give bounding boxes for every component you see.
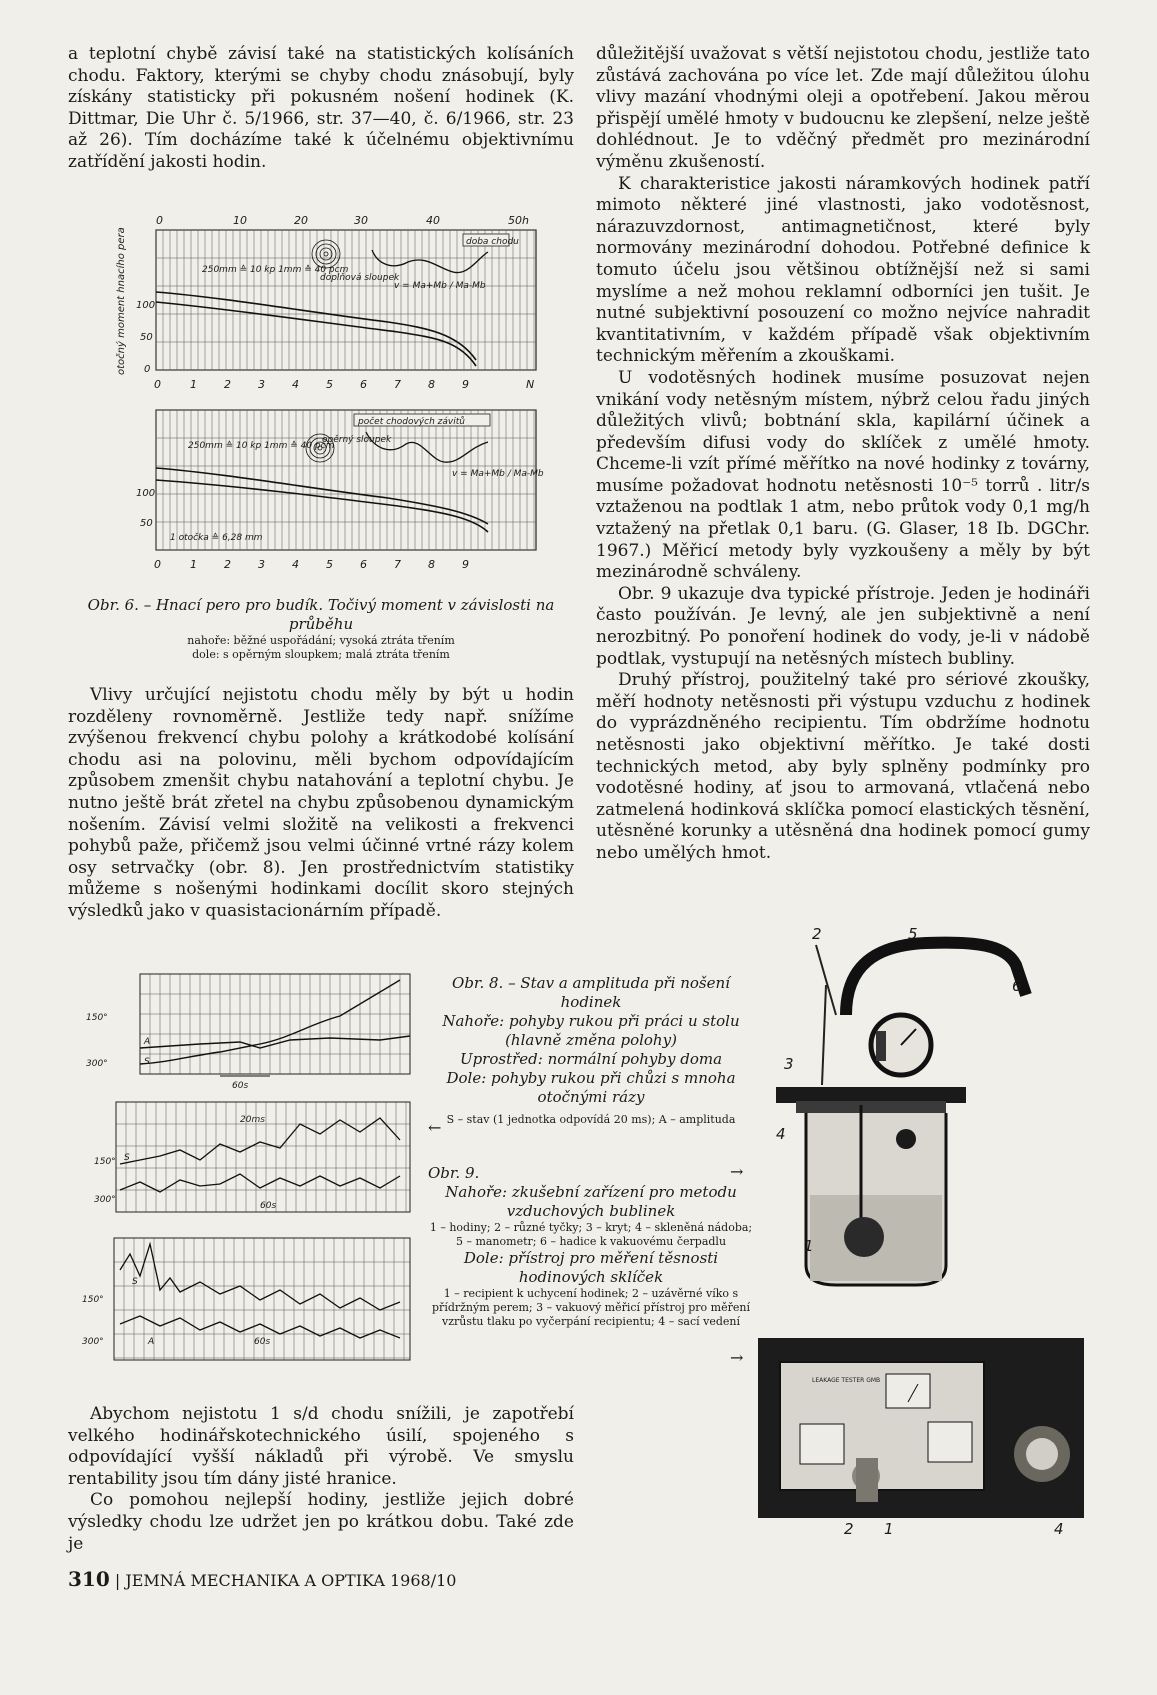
left-column-middle [68,685,574,923]
fig6-bottom-xtick: 4 [292,558,299,571]
fig9-top-label: 5 [908,925,918,943]
fig8-ytick: 150° [82,1295,104,1305]
fig6-bottom-note: 1 otočka ≙ 6,28 mm [170,533,263,543]
fig6-top-ytick: 100 [136,300,156,311]
fig6-top-btick: 3 [258,378,265,391]
fig6-top-ytick: 50 [140,332,153,343]
fig6-top-xtick: 50h [508,214,529,227]
caption-line: Nahoře: pohyby rukou při práci u stolu (hlavně změna polohy) [442,1012,740,1049]
figure-6-chart [108,210,548,582]
paragraph: a teplotní chybě závisí také na statistických kolísáních chodu. Faktory, kterými se chyby chodu znásobují, byly získány statisticky při pokusném nošení hodinek (K. Dittmar, Die Uhr č. 5/1966, str. 37—40, č. 6/1966, str. 23 až 26). Tím docházíme také k účelnému objektivnímu zatřídění jakosti hodin. [68,44,574,172]
fig8-label: S [132,1277,138,1287]
paragraph: Abychom nejistotu 1 s/d chodu snížili, je zapotřebí velkého hodinářskotechnického úsilí, spojeného s odpovídající vyšší nákladů při výrobě. Ve smyslu rentability jsou tím dány jisté hranice. [68,1404,574,1489]
fig9-top-label: 4 [776,1125,786,1143]
fig6-bottom-formula: v = Ma+Mb / Ma-Mb [452,469,544,479]
fig9-bottom-label: 1 [884,1520,894,1538]
fig6-bottom-scale: 250mm ≙ 10 kp 1mm ≙ 40 pcm [188,441,335,451]
fig8-label: A [144,1037,151,1047]
fig8-ytick: 300° [94,1195,116,1205]
figure-8-caption [428,974,754,1127]
fig6-bottom-xtick: 6 [360,558,367,571]
fig8-label: S [144,1057,150,1067]
figure-8-chart [80,964,420,1364]
caption-title: Obr. 6. – Hnací pero pro budík. Točivý moment v závislosti na průběhu [87,596,555,633]
fig9-top-label: 6 [1012,977,1022,995]
caption-small: 1 – recipient k uchycení hodinek; 2 – uzávěrné víko s přídržným perem; 3 – vakuový měřicí přístroj pro měření vzrůstu tlaku po vyčerpání recipientu; 4 – sací vedení [432,1287,750,1328]
fig6-top-xtick: 20 [294,214,308,227]
fig8-label: 60s [232,1081,249,1091]
fig9-arrow-top: → [730,1162,744,1181]
figure-8 [80,964,420,1364]
fig6-top-btick: 6 [360,378,367,391]
fig6-bottom-spring: opěrný sloupek [322,435,392,445]
fig6-top-xtick: 10 [233,214,247,227]
fig6-top-xtick: 40 [426,214,440,227]
page-number: 310 [68,1567,110,1591]
caption-heading: Nahoře: zkušební zařízení pro metodu vzduchových bublinek [445,1183,737,1220]
paragraph: Vlivy určující nejistotu chodu měly by být u hodin rozděleny rovnoměrně. Jestliže tedy např. snížíme zvýšenou frekvencí chybu polohy a krátkodobé kolísání chodu asi na polovinu, měli bychom odpovídajícím způsobem zmenšit chybu natahování a teplotní chybu. Je nutno ještě brát zřetel na chybu způsobenou dynamickým nošením. Závisí velmi složitě na velikosti a frekvenci pohybů paže, přičemž jsou velmi účinné vrtné rázy kolem osy setrvačky (obr. 8). Jen prostřednictvím statistiky můžeme s nošenými hodinkami docílit skoro stejných výsledků jako v quasistacionárním případě. [68,685,574,921]
fig6-top-scale: 250mm ≙ 10 kp 1mm ≙ 40 pcm [202,265,349,275]
fig6-bottom-xtick: 5 [326,558,333,571]
fig6-bottom-xtick: 7 [394,558,401,571]
fig6-bottom-xtick: 1 [190,558,197,571]
fig9-top-label: 3 [784,1055,794,1073]
caption-line: nahoře: běžné uspořádání; vysoká ztráta třením [187,634,455,647]
fig6-top-btick: 1 [190,378,197,391]
fig9-top-label: 1 [804,1237,814,1255]
fig9-bottom-label: 4 [1054,1520,1064,1538]
fig6-bottom-xtick: 9 [462,558,469,571]
paragraph: U vodotěsných hodinek musíme posuzovat nejen vnikání vody netěsným místem, nýbrž celou řadu jiných důležitých vlivů; bobtnání skla, kapilární účinek a především difusi vody do sklíček z umělé hmoty. Chceme-li vzít přímé měřítko na nové hodinky z továrny, musíme požadovat hodnotu netěsnosti 10⁻⁵ torrů . litr/s vztaženou na podtlak 1 atm, nebo průtok vody 0,1 mg/h vztažený na přetlak 0,1 baru. (G. Glaser, 18 Ib. DGChr. 1967.) Měřicí metody byly vyzkoušeny a měly by být mezinárodně schváleny. [596,367,1090,583]
paragraph: Druhý přístroj, použitelný také pro sériové zkoušky, měří hodnoty netěsnosti při výstupu vzduchu z hodinek do vyprázdněného recipientu. Tím obdržíme hodnotu netěsnosti jako objektivní měřítko. Je také dosti technických metod, aby byly splněny podmínky pro vodotěsné hodiny, ať jsou to armovaná, vtlačená nebo zatmelená hodinková sklíčka pomocí elastických těsnění, utěsněné korunky a utěsněná dna hodinek pomocí gumy nebo umělých hmot. [596,670,1090,863]
right-column [596,44,1090,865]
caption-small: S – stav (1 jednotka odpovídá 20 ms); A – amplituda [446,1113,736,1126]
fig6-top-xtick: 0 [156,214,163,227]
fig6-top-btick: 0 [154,378,161,391]
fig8-ytick: 300° [82,1337,104,1347]
caption-line: Dole: pohyby rukou při chůzi s mnoha otočnými rázy [446,1069,736,1106]
caption-line: Uprostřed: normální pohyby doma [459,1050,723,1068]
fig8-label: S [124,1153,130,1163]
fig6-bottom-xtick: 2 [224,558,231,571]
fig8-ytick: 150° [86,1013,108,1023]
paragraph: Co pomohou nejlepší hodiny, jestliže jejich dobré výsledky chodu lze udržet jen po krátkou dobu. Také zde je [68,1490,574,1554]
fig8-ytick: 300° [86,1059,108,1069]
fig6-top-btick: 5 [326,378,333,391]
fig9-bottom-label: 2 [844,1520,854,1538]
paragraph: K charakteristice jakosti náramkových hodinek patří mimoto některé jiné vlastnosti, jako vodotěsnost, nárazuvzdornost, antimagnetičnost, které byly normovány mezinárodní dohodou. Potřebné definice k tomuto účelu jsou většinou obtížnější než si sami myslíme a než mohou reklamní odborníci jen tušit. Je nutné subjektivní posouzení co možno nejvíce nahradit kvantitativním, v každém případě však objektivním technickým měřením a zkouškami. [596,173,1090,367]
fig6-bottom-xtick: 3 [258,558,265,571]
fig6-bottom-ytick: 100 [136,488,156,499]
fig6-y-label: otočný moment hnacího pera [116,227,127,375]
fig8-label: 60s [260,1201,277,1211]
fig6-bottom-legend: počet chodových závitů [358,417,465,427]
figure-9-photo-top [776,925,1076,1299]
caption-line: dole: s opěrným sloupkem; malá ztráta třením [192,648,450,661]
fig6-bottom-ytick: 50 [140,518,153,529]
fig9-top-label: 2 [812,925,822,943]
fig8-ytick: 150° [94,1157,116,1167]
fig9-arrow-bottom: → [730,1348,744,1367]
caption-small: 1 – hodiny; 2 – různé tyčky; 3 – kryt; 4 – skleněná nádoba; 5 – manometr; 6 – hadice k vakuovému čerpadlu [429,1221,753,1248]
fig6-bottom-xtick: 8 [428,558,435,571]
caption-heading: Dole: přístroj pro měření těsnosti hodinových sklíček [463,1249,719,1286]
fig6-top-legend: doba chodu [466,237,519,247]
page-footer [68,1567,456,1591]
fig6-top-spring: doplňová sloupek [320,273,400,283]
journal-title: JEMNÁ MECHANIKA A OPTIKA 1968/10 [125,1571,457,1590]
left-column-top [68,44,574,174]
fig8-label: 20ms [240,1115,265,1125]
footer-separator: | [114,1571,121,1590]
paragraph: důležitější uvažovat s větší nejistotou chodu, jestliže tato zůstává zachována po více let. Zde mají důležitou úlohu vlivy mazání vhodnými oleji a opotřebení. Jakou měrou přispějí umělé hmoty v budoucnu ke zlepšení, nelze ještě dohlédnout. Je to vděčný předmět pro mezinárodní výměnu zkušeností. [596,44,1090,172]
fig6-top-btick: 2 [224,378,231,391]
fig8-arrow: ← [428,1118,442,1137]
fig9-device-label: LEAKAGE TESTER GMB [812,1377,881,1384]
fig6-top-btick: 4 [292,378,299,391]
fig6-bottom-xtick: 0 [154,558,161,571]
fig6-top-btick: 9 [462,378,469,391]
fig6-top-btick: N [526,378,535,391]
figure-6 [108,210,548,582]
figure-9-photo-bottom [758,1338,1084,1542]
caption-title: Obr. 8. – Stav a amplituda při nošení hodinek [452,974,730,1011]
fig6-top-btick: 7 [394,378,401,391]
fig8-label: A [148,1337,155,1347]
paragraph: Obr. 9 ukazuje dva typické přístroje. Jeden je hodináři často používán. Je levný, ale jen subjektivně a není nerozbitný. Po ponoření hodinek do vody, je-li v nádobě podtlak, vystupují na netěsných místech bubliny. [596,583,1090,669]
fig6-top-formula: v = Ma+Mb / Ma-Mb [394,281,486,291]
left-column-bottom [68,1404,574,1555]
figure-9-caption [428,1164,754,1329]
fig6-top-ytick: 0 [144,364,151,375]
caption-title: Obr. 9. [428,1164,480,1182]
fig6-top-btick: 8 [428,378,435,391]
fig8-label: 60s [254,1337,271,1347]
figure-6-caption [68,596,574,662]
fig6-top-xtick: 30 [354,214,368,227]
